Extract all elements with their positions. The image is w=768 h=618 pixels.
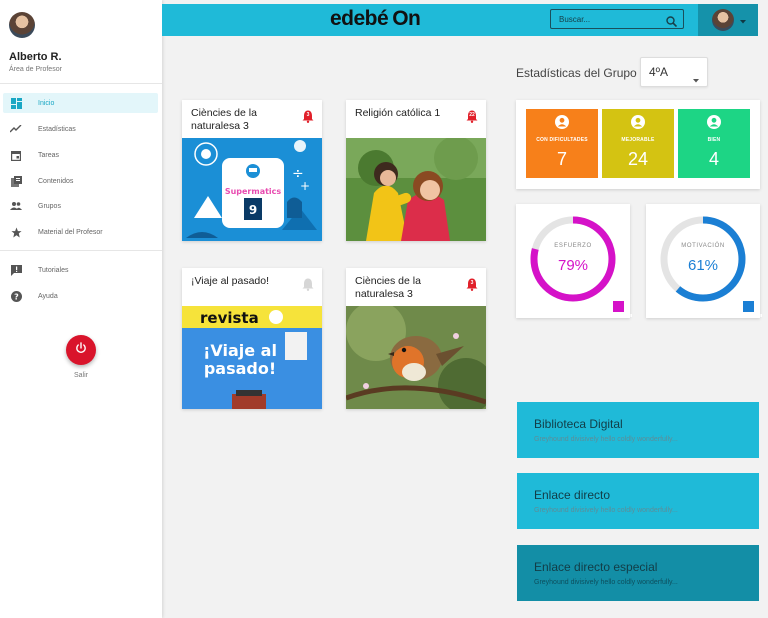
cover-number: 9	[248, 203, 258, 217]
sidebar-item-inicio[interactable]	[3, 93, 158, 113]
calendar-icon	[10, 149, 22, 161]
gauge-label: MOTIVACIÓN	[681, 243, 725, 249]
sidebar-item-material[interactable]	[3, 222, 158, 242]
sidebar	[0, 0, 162, 618]
sidebar-item-label: Tutoriales	[38, 266, 69, 274]
caret-down-icon	[693, 70, 699, 88]
user-role: Área de Profesor	[9, 66, 62, 73]
gauge-value: 61%	[687, 257, 719, 274]
stat-label: BIEN	[707, 137, 721, 143]
group-icon	[10, 200, 22, 212]
sidebar-item-label: Contenidos	[38, 177, 74, 185]
avatar	[712, 9, 734, 31]
svg-text:?: ?	[13, 291, 19, 301]
sidebar-item-label: Tareas	[38, 151, 60, 159]
group-select[interactable]	[640, 57, 708, 87]
link-subtitle: Greyhound divisively hello coldly wonderfully...	[534, 507, 678, 514]
course-title: Religión católica 1	[355, 107, 441, 119]
cover-title: revista	[200, 309, 259, 327]
sidebar-item-label: Inicio	[38, 99, 55, 107]
course-cover-image	[182, 306, 322, 409]
link-title: Biblioteca Digital	[534, 417, 623, 431]
link-subtitle: Greyhound divisively hello coldly wonderfully...	[534, 436, 678, 443]
sidebar-item-estadisticas[interactable]	[3, 119, 158, 139]
feedback-icon	[10, 264, 22, 276]
notification-count: 3	[306, 112, 310, 118]
gauge-label: ESFUERZO	[554, 243, 592, 249]
sidebar-item-tareas[interactable]	[3, 145, 158, 165]
bar-chart-icon[interactable]	[613, 301, 624, 312]
gauge-value: 79%	[557, 257, 589, 274]
stat-box-mejorable[interactable]	[602, 109, 674, 178]
stat-box-dificultades[interactable]	[526, 109, 598, 178]
group-select-value: 4ºA	[649, 65, 669, 79]
sidebar-item-label: Estadísticas	[38, 125, 76, 133]
stat-value: 4	[708, 149, 719, 169]
bell-icon[interactable]	[466, 278, 478, 291]
stats-title: Estadísticas del Grupo	[516, 66, 637, 80]
link-enlace-directo-especial[interactable]	[517, 545, 759, 601]
bell-icon[interactable]	[466, 110, 478, 123]
course-card[interactable]	[346, 268, 486, 409]
link-title: Enlace directo	[534, 488, 611, 502]
bell-icon[interactable]	[302, 110, 314, 123]
dashboard-icon	[10, 97, 22, 109]
link-subtitle: Greyhound divisively hello coldly wonderfully...	[534, 579, 678, 586]
logout-button[interactable]	[66, 335, 96, 365]
bar-chart-icon[interactable]	[743, 301, 754, 312]
logo-suffix: On	[392, 7, 421, 30]
user-circle-icon	[707, 115, 721, 134]
stat-panel	[516, 100, 760, 189]
gauge-card-esfuerzo[interactable]	[516, 204, 630, 318]
top-bar	[162, 4, 758, 36]
sidebar-item-label: Ayuda	[38, 292, 58, 300]
logo-text: edebé	[330, 7, 389, 30]
stat-label: MEJORABLE	[621, 137, 655, 143]
stat-value: 7	[556, 149, 567, 169]
user-menu[interactable]	[698, 4, 758, 36]
course-title: Ciències de la naturalesa 3	[191, 107, 257, 132]
caret-down-icon	[740, 11, 746, 29]
bell-icon[interactable]	[302, 278, 314, 291]
search-icon[interactable]	[666, 14, 677, 32]
stat-label: CON DIFICULTADES	[536, 137, 588, 143]
course-card[interactable]	[346, 100, 486, 241]
course-card[interactable]	[182, 100, 322, 241]
user-circle-icon	[631, 115, 645, 134]
trending-icon	[10, 123, 22, 135]
course-cover-image	[182, 138, 322, 241]
divider	[0, 250, 162, 251]
sidebar-item-contenidos[interactable]	[3, 171, 158, 191]
course-card[interactable]	[182, 268, 322, 409]
sidebar-item-grupos[interactable]	[3, 196, 158, 216]
course-title: ¡Viaje al pasado!	[191, 275, 270, 287]
cover-title: Supermatics	[224, 187, 282, 196]
course-title: Ciències de la naturalesa 3	[355, 275, 421, 300]
search-input[interactable]	[551, 15, 661, 24]
stat-value: 24	[627, 149, 649, 169]
avatar[interactable]	[9, 12, 35, 38]
user-circle-icon	[555, 115, 569, 134]
help-icon	[10, 290, 22, 302]
svg-text:÷: ÷	[292, 166, 304, 182]
logo[interactable]	[330, 7, 420, 31]
divider	[0, 83, 162, 84]
stat-box-bien[interactable]	[678, 109, 750, 178]
notification-count: 3	[470, 280, 474, 286]
power-icon	[75, 341, 87, 359]
logout-label: Salir	[73, 372, 88, 379]
course-cover-image	[346, 138, 486, 241]
notification-count: 22	[469, 112, 475, 118]
link-title: Enlace directo especial	[534, 560, 658, 574]
user-name: Alberto R.	[9, 51, 62, 63]
sidebar-item-label: Grupos	[38, 202, 61, 210]
link-biblioteca-digital[interactable]	[517, 402, 759, 458]
library-icon	[10, 175, 22, 187]
sidebar-item-label: Material del Profesor	[38, 228, 103, 236]
svg-text:+: +	[300, 179, 311, 193]
course-cover-image	[346, 306, 486, 409]
sidebar-item-ayuda[interactable]	[3, 286, 158, 306]
sidebar-item-tutoriales[interactable]	[3, 260, 158, 280]
gauge-card-motivacion[interactable]	[646, 204, 760, 318]
search-box	[550, 9, 684, 29]
star-icon	[10, 226, 22, 238]
link-enlace-directo[interactable]	[517, 473, 759, 529]
cover-text: ¡Viaje al pasado!	[203, 342, 277, 378]
